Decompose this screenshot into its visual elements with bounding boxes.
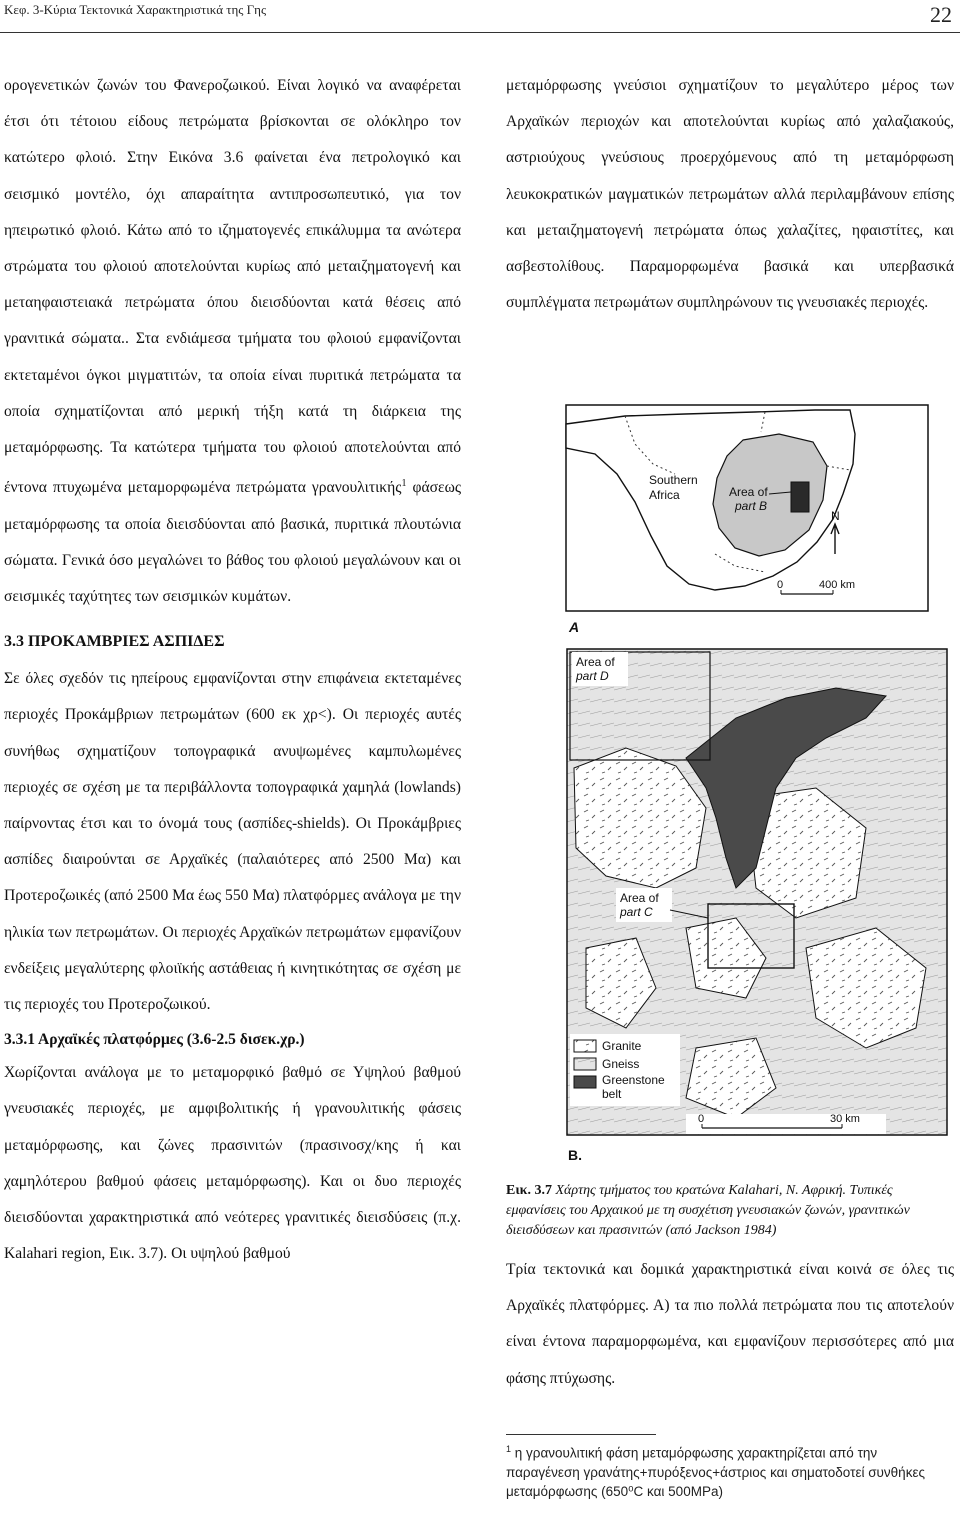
scale-zero: 0 <box>698 1113 705 1125</box>
legend-granite: Granite <box>602 1039 642 1053</box>
label-southern: Southern <box>649 473 698 487</box>
subsection-heading: 3.3.1 Αρχαϊκές πλατφόρμες (3.6-2.5 δισεκ.χρ.) <box>4 1031 305 1049</box>
panel-b-letter: B. <box>568 1147 582 1163</box>
left-paragraph-3: Χωρίζονται ανάλογα με το μεταμορφικό βαθμό σε Υψηλού βαθμού γνευσιακές περιοχές, με αμφιβολιτικής ή γρανουλιτικής φάσεις μεταμόρφωσης, και ζώνες πρασινιτών (πρασινοσχ/κης ή και χαμηλότερου βαθμού φάσεις μεταμόρφωσης). Και οι δυο περιοχές διεισδύονται χαρακτηριστικά από νεότερες γρανιτικές διεισδύσεις (π.χ. Kalahari region, Εικ. 3.7). Οι υψηλού βαθμού <box>4 1064 461 1263</box>
left-paragraph-1-tail: φάσεως μεταμόρφωσης τα οποία διεισδύονται από βασικά, πυριτικά πλουτώνια σώματα. Γενικά όσο μεγαλώνει το βάθος του φλοιού μεγαλώνουν και οι σεισμικές ταχύτητες των σεισμικών κυμάτων. <box>4 479 462 606</box>
left-column <box>4 68 461 1272</box>
panel-a-letter: A <box>569 619 580 634</box>
legend-swatch-greenstone <box>574 1076 596 1088</box>
page-header <box>0 0 960 34</box>
label-area-c-2: part C <box>620 905 653 919</box>
left-paragraph-2: Σε όλες σχεδόν τις ηπείρους εμφανίζονται στην επιφάνεια εκτεταμένες περιοχές Προκάμβριων πετρωμάτων (600 εκ χρ<). Οι περιοχές αυτές συνήθως σχηματίζουν τοπογραφικά ανυψωμένες καμπυλωμένες περιοχές σε σχέση με τα περιβάλλοντα τοπογραφικά χαμηλά (lowlands) παίρνοντας έτσι και το όνομά τους (ασπίδες-shields). Οι Προκάμβριες ασπίδες διαιρούνται σε Αρχαϊκές (παλαιότερες από 2500 Μα) και Προτεροζωικές (από 2500 Μα έως 550 Μα) πλατφόρμες ανάλογα με την ηλικία των πετρωμάτων. Οι περιοχές Αρχαϊκών πετρωμάτων εμφανίζουν ενδείξεις μεγαλύτερης φλοιϊκής αστάθειας ή κινητικότητας σε σχέση με τις περιοχές του Προτεροζωικού. <box>4 670 461 1014</box>
legend-swatch-granite <box>574 1040 596 1052</box>
page-number: 22 <box>930 2 952 27</box>
right-paragraph-1: μεταμόρφωσης γνεύσιοι σχηματίζουν το μεγαλύτερο μέρος των Αρχαϊκών περιοχών και αποτελούνται κυρίως από χαλαζιακούς, αστριούχους γνεύσιους προερχόμενους από τη μεταμόρφωση λευκοκρατικών μαγματικών πετρωμάτων αλλά περιλαμβάνουν επίσης και μεταιζηματογενή πετρώματα όπως χαλαζίτες, ηφαιστίτες, και ασβεστολίθους. Παραμορφωμένα βασικά και υπερβασικά συμπλέγματα πετρωμάτων συμπληρώνουν τις γνευσιακές περιοχές. <box>506 77 954 312</box>
label-africa: Africa <box>649 488 680 502</box>
figure-a-map <box>565 404 949 634</box>
footnote-mark: 1 <box>506 1444 512 1454</box>
label-area-d-1: Area of <box>576 655 615 669</box>
part-b-box <box>791 482 809 512</box>
chapter-title: Κεφ. 3-Κύρια Τεκτονικά Χαρακτηριστικά της Γης <box>4 2 267 17</box>
footnote-ref: 1 <box>401 478 407 490</box>
legend-gneiss: Gneiss <box>602 1057 640 1071</box>
left-paragraph-1 <box>4 68 461 615</box>
scale-end: 400 km <box>819 579 856 591</box>
legend-belt: belt <box>602 1087 622 1101</box>
legend-swatch-gneiss <box>574 1058 596 1070</box>
right-column <box>506 68 954 321</box>
footnote <box>506 1440 954 1501</box>
right-column-lower <box>506 1252 954 1397</box>
footnote-divider <box>506 1434 656 1435</box>
north-label: N <box>831 509 840 523</box>
footnote-text: η γρανουλιτική φάση μεταμόρφωσης χαρακτηρίζεται από την παραγένεση γρανάτης+πυρόξενος+άστριος και σηματοδοτεί συνθήκες μεταμόρφωσης (650⁰C και 500MPa) <box>506 1445 925 1499</box>
legend-greenstone: Greenstone <box>602 1073 665 1087</box>
label-area-b-2: part B <box>735 499 768 513</box>
scale-end: 30 km <box>830 1113 860 1125</box>
right-paragraph-2: Τρία τεκτονικά και δομικά χαρακτηριστικά είναι κοινά σε όλες τις Αρχαϊκές πλατφόρμες. Α) τα πιο πολλά πετρώματα που τις αποτελούν είναι έντονα παραμορφωμένα, και εμφανίζουν περισσότερες από μια φάσης πτύχωσης. <box>506 1261 954 1387</box>
section-heading: 3.3 ΠΡΟΚΑΜΒΡΙΕΣ ΑΣΠΙΔΕΣ <box>4 633 225 651</box>
caption-text: Χάρτης τμήματος του κρατώνα Kalahari, Ν. Αφρική. Τυπικές εμφανίσεις του Αρχαικού με τη συσχέτιση γνευσιακών ζωνών, γρανιτικών διεισδύσεων και πρασινιτών (από Jackson 1984) <box>506 1183 910 1238</box>
caption-label: Εικ. 3.7 <box>506 1183 552 1198</box>
figure-caption <box>506 1181 954 1241</box>
label-area-d-2: part D <box>576 669 609 683</box>
header-divider <box>0 32 960 33</box>
figure-b-map <box>566 648 950 1168</box>
label-area-b-1: Area of <box>729 485 768 499</box>
scale-zero: 0 <box>777 579 784 591</box>
left-paragraph-1-text: ορογενετικών ζωνών του Φανεροζωικού. Είναι λογικό να αναφέρεται έτσι ότι τέτοιου είδους πετρώματα βρίσκονται σε ολόκληρο τον κατώτερο φλοιό. Στην Εικόνα 3.6 φαίνεται ένα πετρολογικό και σεισμικό μοντέλο, όχι απαραίτητα αντιπροσωπευτικό, για τον ηπειρωτικό φλοιό. Κάτω από το ιζηματογενές επικάλυμμα τα ανώτερα στρώματα του φλοιού αποτελούνται κυρίως από μεταιζηματογενή και μεταηφαιστειακά πετρώματα όπου διεισδύονται κατά θέσεις από γρανιτικά σώματα.. Στα ενδιάμεσα τμήματα του φλοιού εμφανίζονται εκτεταμένοι όγκοι μιγματιτών, τα οποία είναι πυριτικά πετρώματα τα οποία σχηματίζονται από μερική τήξη κατά τη διάρκεια της μεταμόρφωσης. Τα κατώτερα τμήματα του φλοιού αποτελούνται από έντονα πτυχωμένα μεταμορφωμένα πετρώματα γρανουλιτικής <box>4 77 461 497</box>
label-area-c-1: Area of <box>620 891 659 905</box>
